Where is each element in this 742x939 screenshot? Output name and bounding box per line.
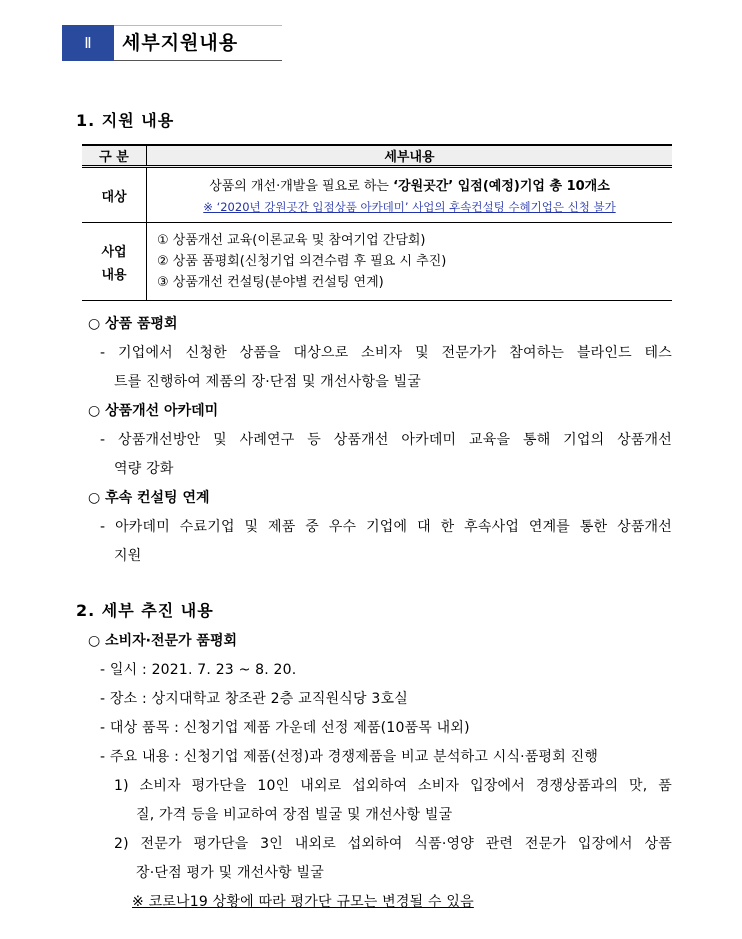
numbered-item-line: 장·단점 평가 및 개선사항 빌굴 (136, 865, 324, 881)
table-row (82, 167, 672, 223)
bullet-title-consulting: ○ 후속 컨설팅 연계 (88, 490, 210, 506)
table-row (82, 223, 672, 301)
row-label-content (82, 223, 147, 301)
row-detail-content (147, 223, 673, 301)
detail-item-date: - 일시 : 2021. 7. 23 ~ 8. 20. (100, 662, 297, 678)
target-line-prefix: 상품의 개선·개발을 필요로 하는 (209, 179, 394, 194)
target-line (147, 175, 672, 194)
support-table (82, 144, 672, 301)
numbered-item-line: 2) 전문가 평가단을 3인 내외로 섭외하여 식품·영양 관련 전문가 입장에서 상품 (114, 836, 672, 852)
bullet-text-line: 트를 진행하여 제품의 장·단점 및 개선사항을 빌굴 (114, 374, 422, 390)
detail-item-place: - 장소 : 상지대학교 창조관 2층 교직원식당 3호실 (100, 691, 408, 707)
table-header-category: 구 분 (82, 145, 147, 167)
section-header (62, 25, 282, 61)
target-note: ※ ‘2020년 강원곳간 입점상품 아카데미’ 사업의 후속컨설팅 수혜기업은 신청 불가 (203, 200, 616, 214)
row-label-target: 대상 (82, 167, 147, 223)
section-title: 세부지원내용 (122, 32, 239, 54)
part2-subtitle: ○ 소비자·전문가 품평회 (88, 633, 237, 649)
bullet-title-academy: ○ 상품개선 아카데미 (88, 403, 219, 419)
row-label-line2: 내용 (101, 267, 127, 283)
target-line-bold: ‘강원곳간’ 입점(예정)기업 총 10개소 (393, 179, 610, 194)
list-item: ① 상품개선 교육(이론교육 및 참여기업 간담회) (157, 233, 426, 248)
bullet-title-tasting: ○ 상품 품평회 (88, 316, 178, 332)
part1-heading: 1. 지원 내용 (76, 111, 175, 130)
bullet-text-line: 역량 강화 (114, 461, 174, 477)
table-header-row (82, 145, 672, 167)
list-item: ③ 상품개선 컨설팅(분야별 컨설팅 연계) (157, 275, 384, 290)
list-item: ② 상품 품평회(신청기업 의견수렴 후 필요 시 추진) (157, 254, 447, 269)
bullet-text-line: - 기업에서 신청한 상품을 대상으로 소비자 및 전문가가 참여하는 블라인드 테스 (100, 345, 672, 361)
row-label-line1: 사업 (101, 244, 127, 260)
bullet-text-line: - 상품개선방안 및 사례연구 등 상품개선 아카데미 교육을 통해 기업의 상품개선 (100, 432, 672, 448)
part2-heading: 2. 세부 추진 내용 (76, 601, 214, 620)
numbered-item-line: 질, 가격 등을 비교하여 장점 빌굴 및 개선사항 빌굴 (136, 807, 453, 823)
bullet-text-line: 지원 (114, 548, 142, 564)
numbered-item-line: 1) 소비자 평가단을 10인 내외로 섭외하여 소비자 입장에서 경쟁상품과의 맛, 품 (114, 778, 672, 794)
detail-item-main: - 주요 내용 : 신청기업 제품(선정)과 경쟁제품을 비교 분석하고 시식·품평회 진행 (100, 749, 599, 765)
detail-item-products: - 대상 품목 : 신청기업 제품 가운데 선정 제품(10품목 내외) (100, 720, 470, 736)
row-detail-target (147, 167, 673, 223)
section-number: Ⅱ (62, 25, 114, 61)
table-header-detail: 세부내용 (147, 145, 673, 167)
bullet-text-line: - 아카데미 수료기업 및 제품 중 우수 기업에 대 한 후속사업 연계를 통한 상품개선 (100, 519, 672, 535)
footnote: ※ 코로나19 상황에 따라 평가단 규모는 변경될 수 있음 (132, 894, 474, 910)
header-underline (114, 60, 282, 61)
